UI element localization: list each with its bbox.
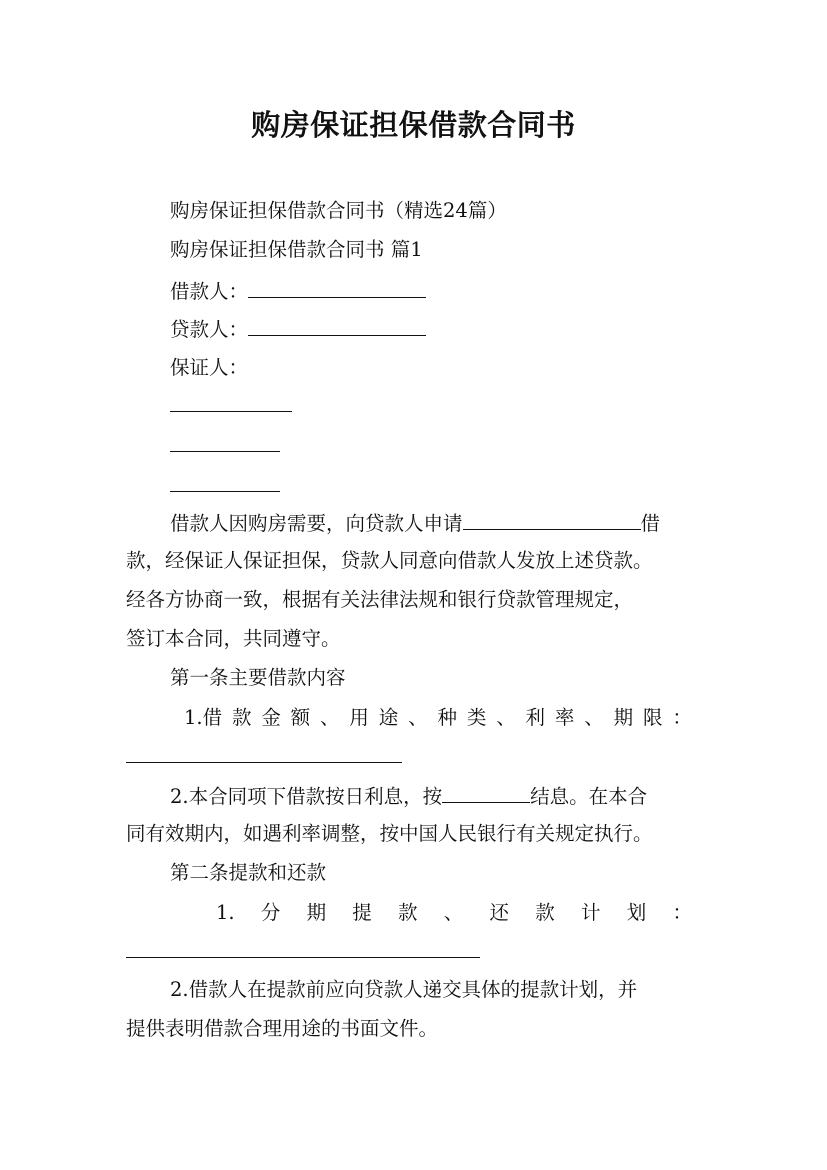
article-2-item-1-char: ： xyxy=(672,901,692,924)
document-subtitle: 购房保证担保借款合同书（精选24篇） xyxy=(170,199,507,222)
article-1-item-1-char: 、 xyxy=(320,706,340,729)
article-2-item-1-char: 提 xyxy=(352,901,372,924)
lender-line xyxy=(126,316,748,343)
article-1-item-2-line-1 xyxy=(126,783,704,810)
article-1-item-1-char: 率 xyxy=(554,706,575,729)
article-1-item-1-char: 种 xyxy=(437,706,457,729)
article-1-item-1-char: 用 xyxy=(349,706,369,729)
article-1-item-1-char: 金 xyxy=(261,706,281,729)
article-2-item-1-char: 分 xyxy=(260,901,281,924)
article-2-item-1-char: 、 xyxy=(443,901,464,924)
repayment-plan-blank xyxy=(126,957,480,958)
loan-terms-blank xyxy=(126,762,402,763)
article-2-item-1-char: 款 xyxy=(398,901,418,924)
article-1-item-1-char: 期 xyxy=(613,706,634,729)
borrower-blank xyxy=(248,278,426,298)
article-1-item-1-char: 途 xyxy=(378,706,399,729)
lender-blank xyxy=(248,316,426,336)
article-2-item-1-char: 划 xyxy=(626,901,647,924)
article-2-item-1-char: 计 xyxy=(580,901,601,924)
article-1-item-1-char: 款 xyxy=(231,706,252,729)
article-1-item-1-char: 、 xyxy=(584,706,604,729)
article-1-item-1-char: 1.借 xyxy=(184,706,223,729)
article-2-item-1-char: 1. xyxy=(216,901,235,924)
lender-label: 贷款人： xyxy=(170,318,249,341)
article-1-item-1-char: 、 xyxy=(496,706,516,729)
intro-line-1 xyxy=(126,510,704,537)
article-1-item-1 xyxy=(184,705,692,731)
article-1-item-2-line-2: 同有效期内，如遇利率调整，按中国人民银行有关规定执行。 xyxy=(126,822,653,845)
guarantor-blank-2 xyxy=(170,451,280,452)
borrower-line xyxy=(126,278,748,305)
article-2-item-1-char: 期 xyxy=(306,901,327,924)
article-2-item-1 xyxy=(216,900,692,926)
loan-amount-blank xyxy=(463,510,641,530)
guarantor-blank-3 xyxy=(170,491,280,492)
article-2-item-2-line-1: 2.借款人在提款前应向贷款人递交具体的提款计划，并 xyxy=(170,978,638,1001)
article-1-item-1-char: 利 xyxy=(525,706,546,729)
intro-line-2: 款，经保证人保证担保，贷款人同意向借款人发放上述贷款。 xyxy=(126,549,653,572)
article-1-heading: 第一条主要借款内容 xyxy=(170,666,346,689)
settlement-blank xyxy=(442,783,530,803)
intro-line-4: 签订本合同，共同遵守。 xyxy=(126,627,341,650)
intro-text-b: 借 xyxy=(640,512,661,535)
article-1-item-1-char: ： xyxy=(672,706,692,729)
article-2-heading: 第二条提款和还款 xyxy=(170,861,327,884)
guarantor-label: 保证人： xyxy=(170,356,249,379)
article-2-item-1-char: 还 xyxy=(489,901,510,924)
article-1-item-1-char: 额 xyxy=(290,706,311,729)
article-2-item-1-char: 款 xyxy=(535,901,555,924)
intro-text-a: 借款人因购房需要，向贷款人申请 xyxy=(170,512,463,535)
article-2-item-2-line-2: 提供表明借款合理用途的书面文件。 xyxy=(126,1017,439,1040)
borrower-label: 借款人： xyxy=(170,280,249,303)
article-1-item-1-char: 限 xyxy=(642,706,663,729)
article-1-item-2-text-b: 结息。在本合 xyxy=(530,785,648,808)
article-1-item-1-char: 类 xyxy=(466,706,487,729)
chapter-heading: 购房保证担保借款合同书 篇1 xyxy=(170,238,423,261)
intro-line-3: 经各方协商一致，根据有关法律法规和银行贷款管理规定， xyxy=(126,588,634,611)
article-1-item-2-text-a: 2.本合同项下借款按日利息，按 xyxy=(170,785,443,808)
article-1-item-1-char: 、 xyxy=(408,706,428,729)
guarantor-blank-1 xyxy=(170,411,292,412)
document-title: 购房保证担保借款合同书 xyxy=(251,108,576,142)
